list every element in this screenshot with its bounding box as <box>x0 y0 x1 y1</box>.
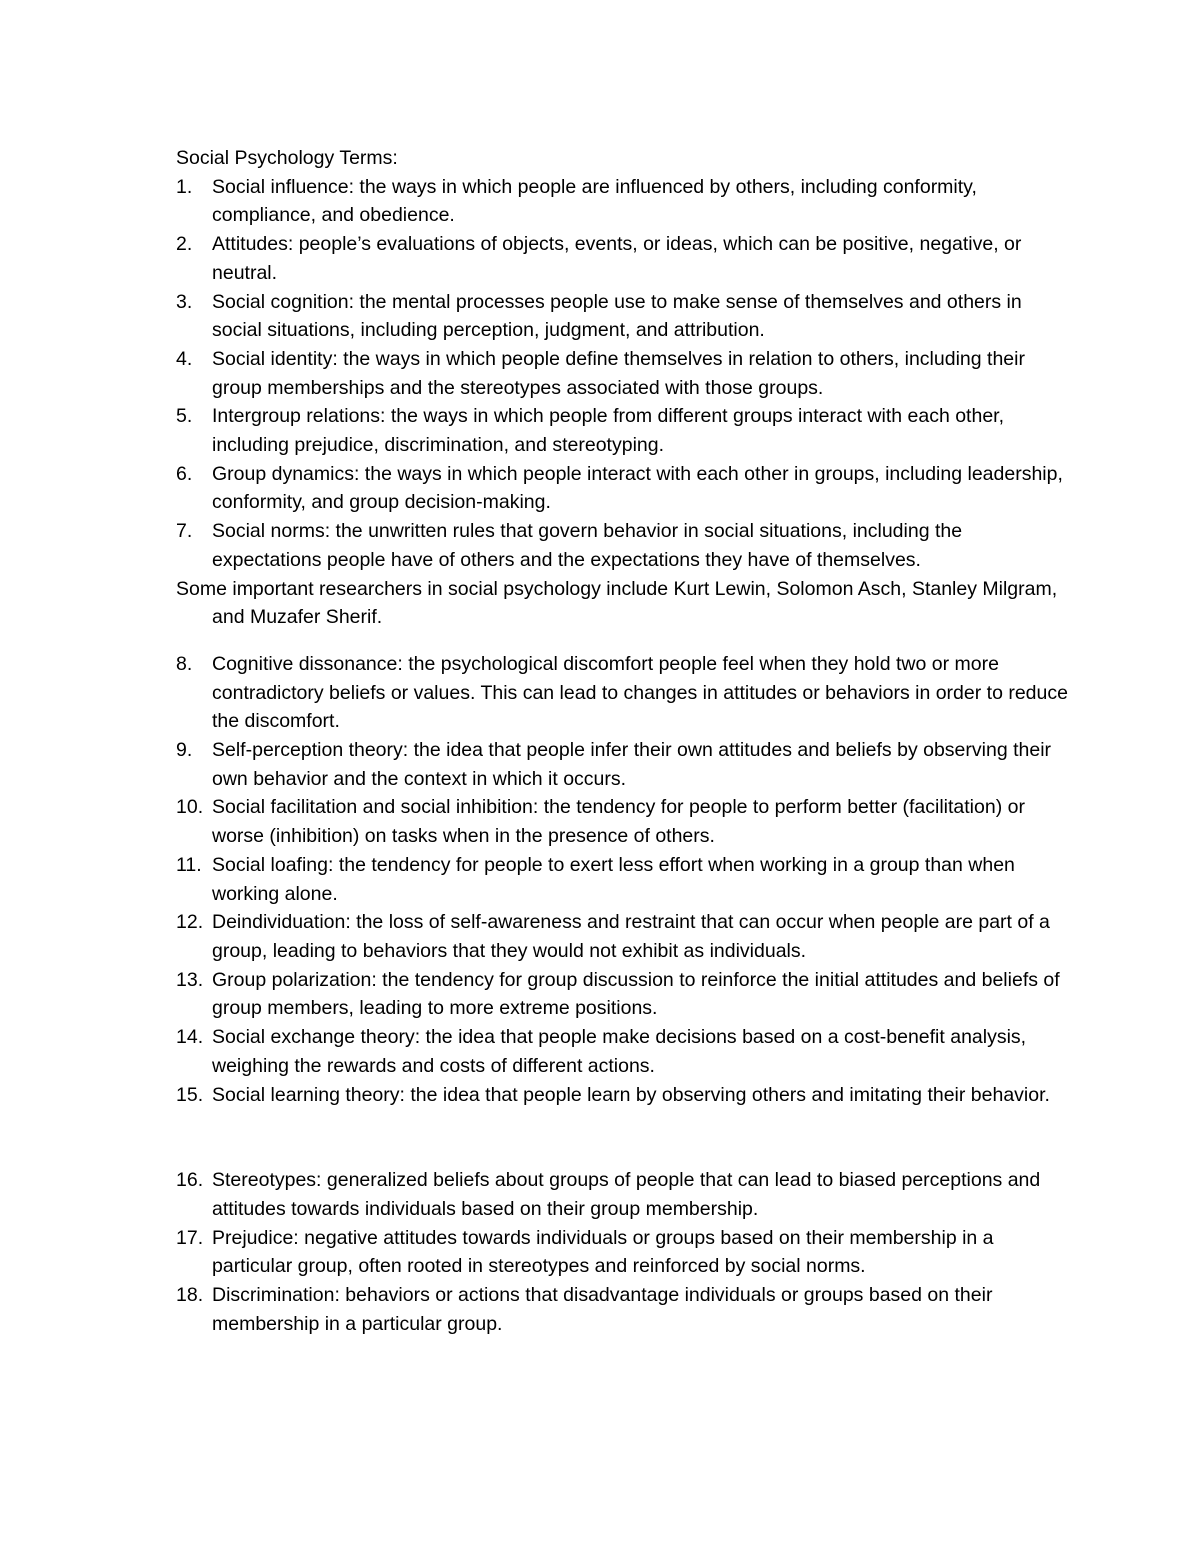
item-text: Social learning theory: the idea that people learn by observing others and imitating their behavior. <box>212 1083 1050 1106</box>
item-number: 14. <box>176 1026 204 1049</box>
item-text: Cognitive dissonance: the psychological discomfort people feel when they hold two or more contradictory beliefs or values. This can lead to changes in attitudes or behaviors in order to reduce the discomfort. <box>212 652 1068 733</box>
terms-list-section-1 <box>176 173 1076 575</box>
list-item <box>176 966 1076 1023</box>
terms-list-section-3 <box>176 1166 1076 1338</box>
item-text: Social facilitation and social inhibition: the tendency for people to perform better (facilitation) or worse (inhibition) on tasks when in the presence of others. <box>212 796 1025 848</box>
terms-list-section-2 <box>176 650 1076 1109</box>
paragraph-spacer <box>176 632 1076 650</box>
paragraph-spacer <box>176 1109 1076 1166</box>
item-text: Social norms: the unwritten rules that govern behavior in social situations, including the expectations people have of others and the expectations they have of themselves. <box>212 520 963 571</box>
item-text: Attitudes: people’s evaluations of objects, events, or ideas, which can be positive, negative, or neutral. <box>212 233 1022 284</box>
item-number: 9. <box>176 739 193 762</box>
item-number: 16. <box>176 1169 204 1192</box>
list-item <box>176 402 1076 459</box>
researchers-note: Some important researchers in social psychology include Kurt Lewin, Solomon Asch, Stanley Milgram, and Muzafer Sherif. <box>176 577 1058 629</box>
item-number: 2. <box>176 233 193 256</box>
document-heading: Social Psychology Terms: <box>176 147 398 169</box>
item-number: 4. <box>176 347 193 370</box>
list-item <box>176 345 1076 402</box>
list-item <box>176 650 1076 736</box>
item-number: 18. <box>176 1284 204 1307</box>
list-item <box>176 288 1076 345</box>
list-item <box>176 460 1076 517</box>
item-text: Self-perception theory: the idea that people infer their own attitudes and beliefs by observing their own behavior and the context in which it occurs. <box>212 739 1052 790</box>
list-item <box>176 851 1076 908</box>
list-item <box>176 908 1076 965</box>
item-text: Social loafing: the tendency for people to exert less effort when working in a group than when working alone. <box>212 853 1015 905</box>
list-item <box>176 1166 1076 1223</box>
item-number: 8. <box>176 652 193 675</box>
list-item <box>176 1224 1076 1281</box>
list-item <box>176 230 1076 287</box>
item-text: Prejudice: negative attitudes towards individuals or groups based on their membership in a particular group, often rooted in stereotypes and reinforced by social norms. <box>212 1226 994 1278</box>
item-number: 15. <box>176 1083 204 1106</box>
item-text: Deindividuation: the loss of self-awareness and restraint that can occur when people are part of a group, leading to behaviors that they would not exhibit as individuals. <box>212 911 1050 962</box>
item-text: Group dynamics: the ways in which people interact with each other in groups, including leadership, conformity, and group decision-making. <box>212 462 1063 514</box>
item-text: Discrimination: behaviors or actions that disadvantage individuals or groups based on their membership in a particular group. <box>212 1284 993 1335</box>
list-item <box>176 1081 1076 1110</box>
item-text: Social cognition: the mental processes people use to make sense of themselves and others in social situations, including perception, judgment, and attribution. <box>212 290 1022 342</box>
list-item <box>176 517 1076 574</box>
item-number: 5. <box>176 405 193 428</box>
item-number: 13. <box>176 968 204 991</box>
item-number: 1. <box>176 175 193 198</box>
item-text: Social exchange theory: the idea that people make decisions based on a cost-benefit analysis, weighing the rewards and costs of different actions. <box>212 1026 1027 1077</box>
item-number: 11. <box>176 853 202 876</box>
item-number: 6. <box>176 462 193 485</box>
item-number: 17. <box>176 1226 204 1249</box>
document-body <box>176 144 1076 1338</box>
list-item <box>176 793 1076 850</box>
list-item <box>176 173 1076 230</box>
item-text: Stereotypes: generalized beliefs about groups of people that can lead to biased perceptions and attitudes towards individuals based on their group membership. <box>212 1169 1041 1220</box>
item-text: Group polarization: the tendency for group discussion to reinforce the initial attitudes and beliefs of group members, leading to more extreme positions. <box>212 968 1060 1020</box>
item-number: 10. <box>176 796 204 819</box>
list-item <box>176 1281 1076 1338</box>
item-number: 12. <box>176 911 204 934</box>
list-item <box>176 736 1076 793</box>
item-text: Intergroup relations: the ways in which people from different groups interact with each other, including prejudice, discrimination, and stereotyping. <box>212 405 1004 457</box>
item-text: Social influence: the ways in which people are influenced by others, including conformity, compliance, and obedience. <box>212 175 977 227</box>
item-number: 7. <box>176 520 193 543</box>
list-item <box>176 1023 1076 1080</box>
item-text: Social identity: the ways in which people define themselves in relation to others, including their group memberships and the stereotypes associated with those groups. <box>212 347 1025 399</box>
item-number: 3. <box>176 290 193 313</box>
